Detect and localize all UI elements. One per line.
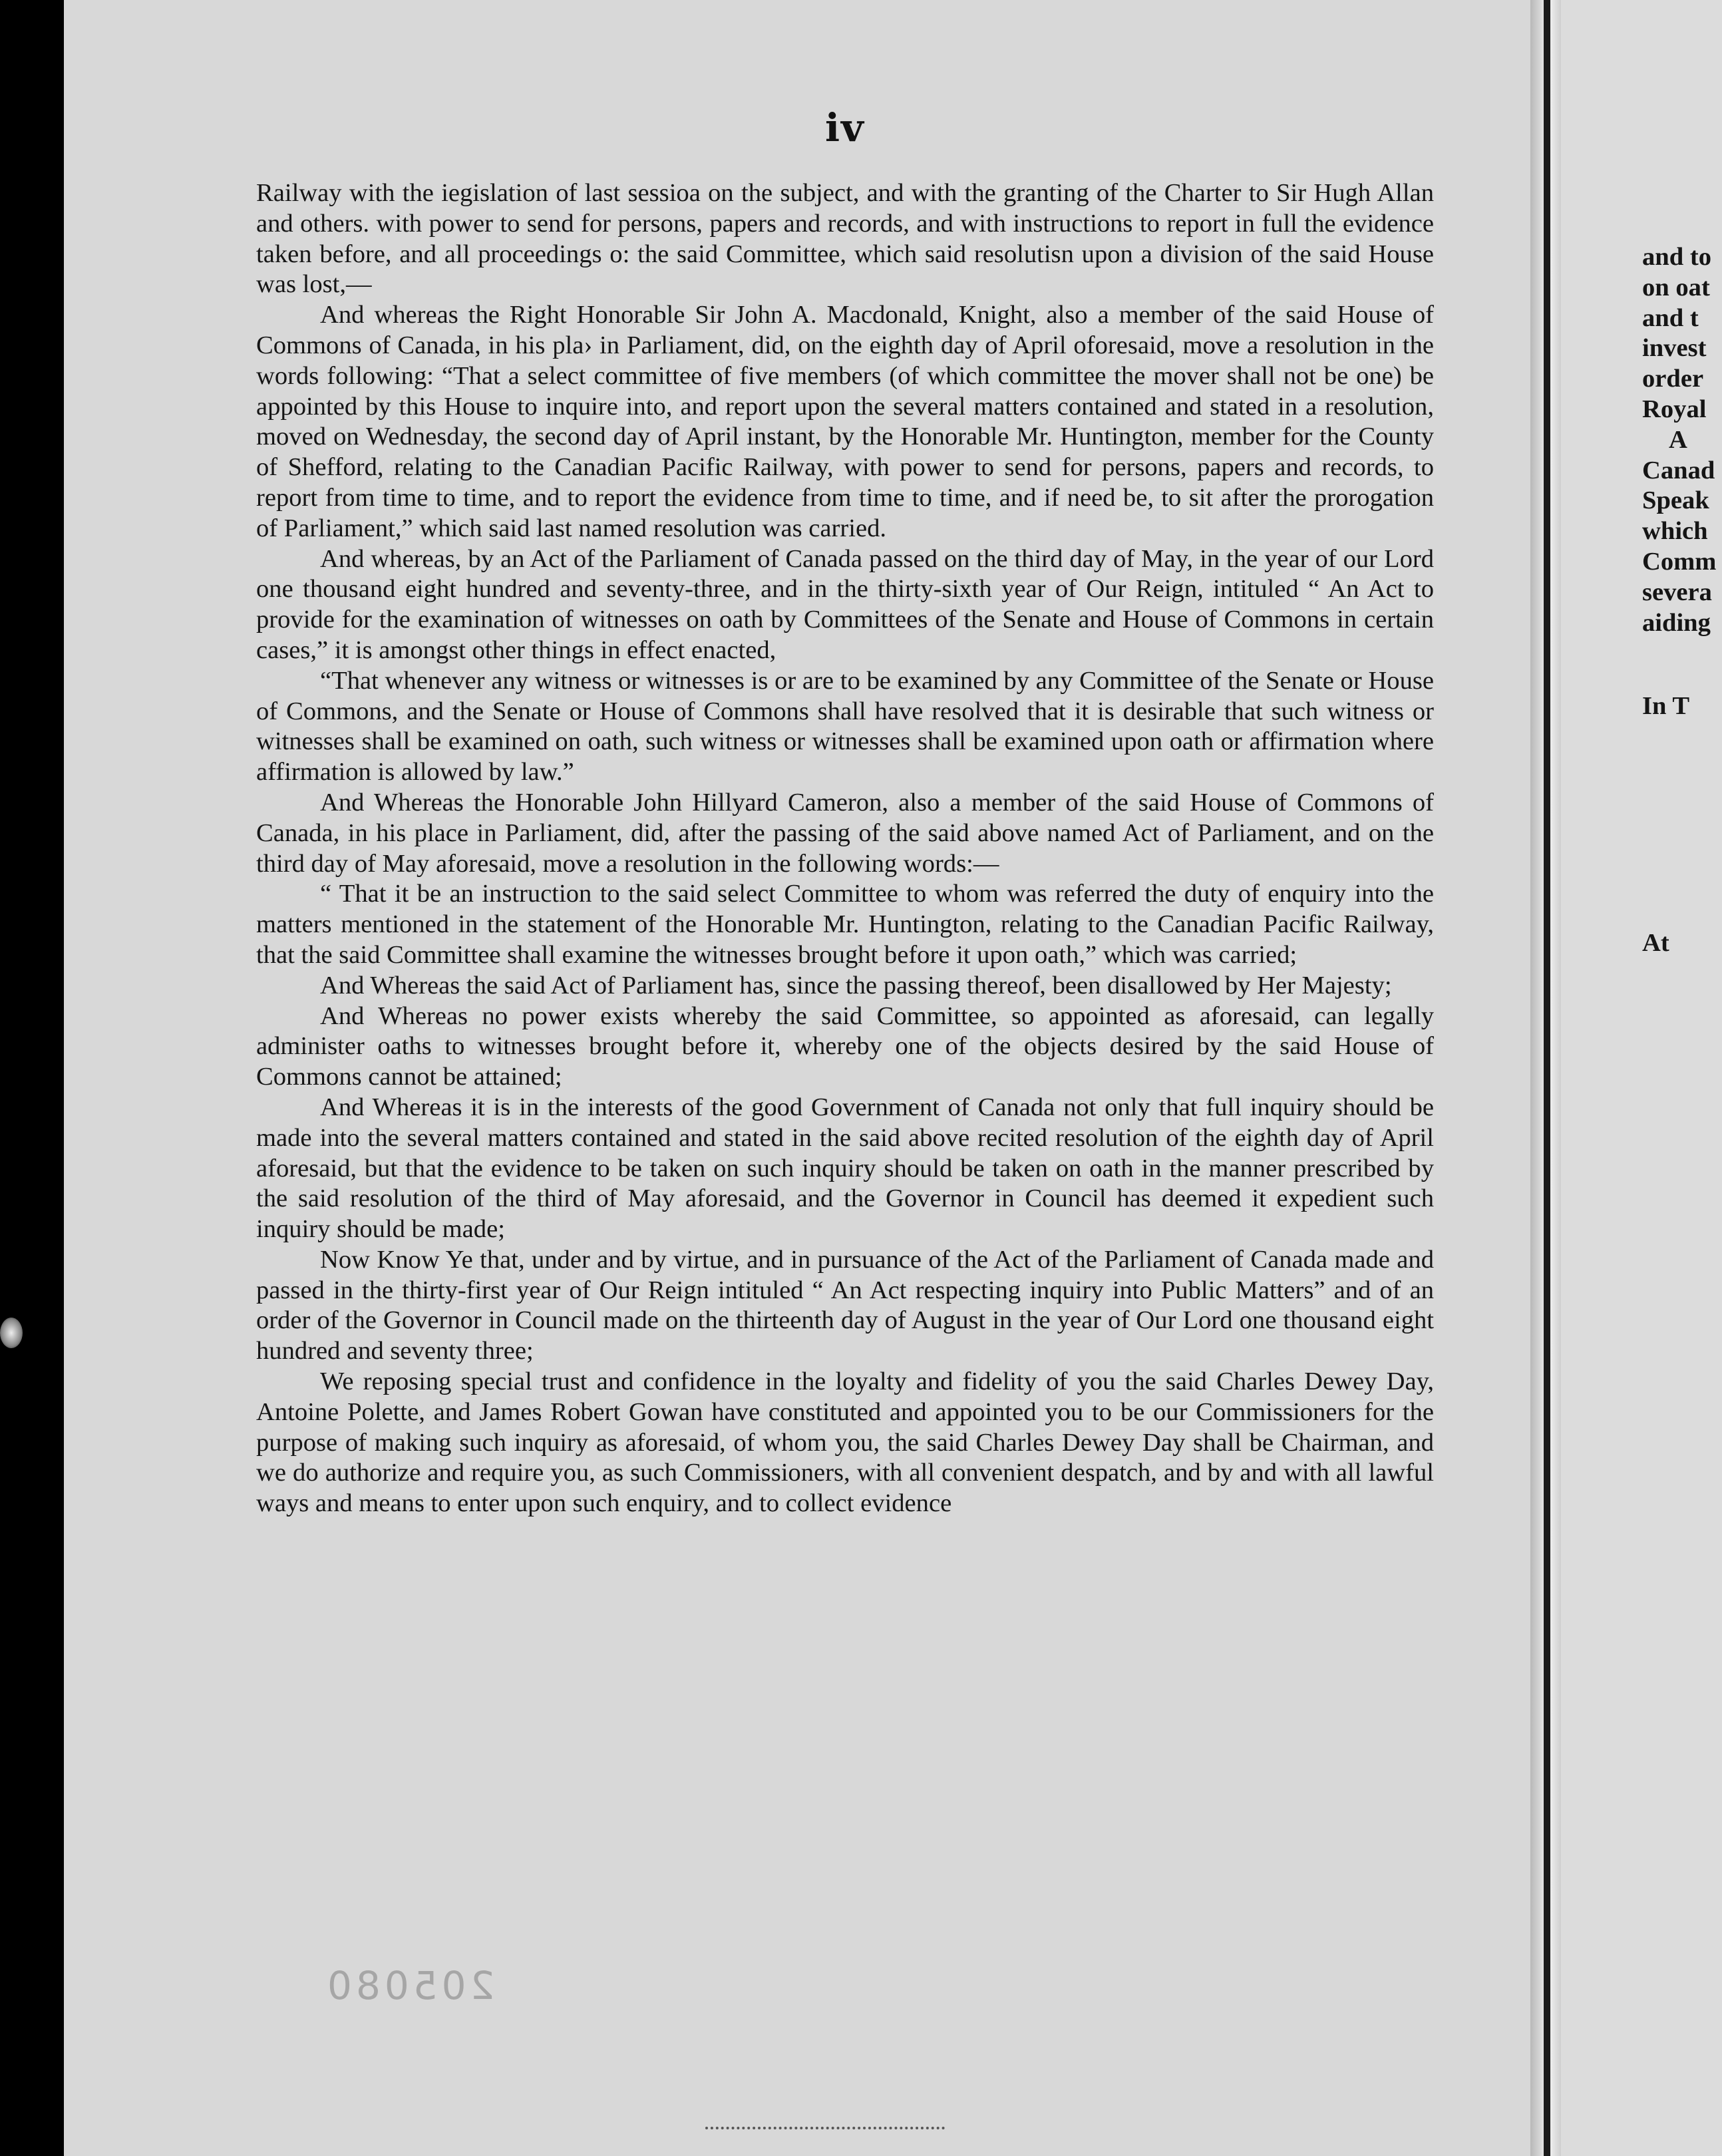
right-line: At	[1642, 929, 1669, 958]
right-line: and to	[1642, 243, 1711, 271]
right-line: Royal	[1642, 395, 1707, 423]
right-page-text	[1642, 242, 1722, 959]
right-line: Speak	[1642, 486, 1709, 515]
paragraph-7: And Whereas the said Act of Parliament has, since the passing thereof, been disallowed by Her Majesty;	[320, 971, 1392, 999]
paragraph-5: And Whereas the Honorable John Hillyard Cameron, also a member of the said House of Commons of Canada, in his place in Parliament, did, after the passing of the said above named Act of Parliament, and on the third day of May aforesaid, move a resolution in the following words:—	[256, 788, 1434, 878]
right-line: A	[1669, 425, 1687, 454]
paragraph-11: We reposing special trust and confidence in the loyalty and fidelity of you the said Charles Dewey Day, Antoine Polette, and James Robert Gowan have constituted and appointed you to be our Commissioners for the purpose of making such inquiry as aforesaid, of whom you, the said Charles Dewey Day shall be Chairman, and we do authorize and require you, as such Commissioners, with all convenient despatch, and by and with all lawful ways and means to enter upon such enquiry, and to collect evidence	[256, 1367, 1434, 1518]
right-line: and t	[1642, 303, 1699, 332]
bottom-mark	[705, 2127, 945, 2136]
paragraph-10: Now Know Ye that, under and by virtue, and in pursuance of the Act of the Parliament of Canada made and passed in the thirty-first year of Our Reign intituled “ An Act respecting inquiry into Public Matters” and of an order of the Governor in Council made on the thirteenth day of August in the year of Our Lord one thousand eight hundred and seventy three;	[256, 1245, 1434, 1365]
paragraph-8: And Whereas no power exists whereby the said Committee, so appointed as aforesaid, can legally administer oaths to witnesses brought before it, whereby one of the objects desired by the said House of Commons cannot be attained;	[256, 1001, 1434, 1091]
right-line: Canad	[1642, 456, 1715, 484]
edge-smudge	[0, 1318, 23, 1348]
right-line: on oat	[1642, 273, 1710, 301]
paragraph-1: Railway with the iegislation of last sessioa on the subject, and with the granting of the Charter to Sir Hugh Allan and others. with power to send for persons, papers and records, and with instructions to report in full the evidence taken before, and all proceedings o: the said Committee, which said resolutisn upon a division of the said House was lost,—	[256, 179, 1434, 299]
paragraph-6: “ That it be an instruction to the said select Committee to whom was referred the duty of enquiry into the matters mentioned in the statement of the Honorable Mr. Huntington, relating to the Canadian Pacific Railway, that the said Committee shall examine the witnesses brought before it upon oath,” which was carried;	[256, 880, 1434, 969]
right-spacer	[1642, 722, 1722, 928]
right-spacer	[1642, 638, 1722, 691]
right-line: aiding	[1642, 608, 1711, 637]
right-line: In T	[1642, 692, 1690, 721]
right-line: Comm	[1642, 547, 1717, 576]
paragraph-2: And whereas the Right Honorable Sir John A. Macdonald, Knight, also a member of the said House of Commons of Canada, in his pla› in Parliament, did, on the eighth day of April oforesaid, move a resolution in the words following: “That a select committee of five members (of which committee the mover shall not be one) be appointed by this House to inquire into, and report upon the several matters contained and stated in a resolution, moved on Wednesday, the second day of April instant, by the Honorable Mr. Huntington, member for the County of Shefford, relating to the Canadian Pacific Railway, with power to send for persons, papers and records, to report from time to time, and to report the evidence from time to time, and if need be, to sit after the prorogation of Parliament,” which said last named resolution was carried.	[256, 301, 1434, 542]
right-line: severa	[1642, 578, 1712, 606]
page-number: iv	[825, 105, 865, 150]
right-line: which	[1642, 517, 1708, 546]
main-text	[256, 178, 1434, 1519]
library-stamp: 205080	[323, 1963, 495, 2008]
binding-shadow	[1544, 0, 1550, 2156]
right-line: invest	[1642, 334, 1707, 363]
paragraph-3: And whereas, by an Act of the Parliament of Canada passed on the third day of May, in the year of our Lord one thousand eight hundred and seventy-three, and in the thirty-sixth year of Our Reign, intituled “ An Act to provide for the examination of witnesses on oath by Committees of the Senate and House of Commons in certain cases,” it is amongst other things in effect enacted,	[256, 544, 1434, 664]
paragraph-4: “That whenever any witness or witnesses is or are to be examined by any Committee of the Senate or House of Commons, and the Senate or House of Commons shall have resolved that it is desirable that such witness or witnesses shall be examined on oath, such witness or witnesses shall be examined upon oath or affirmation where affirmation is allowed by law.”	[256, 666, 1434, 787]
paragraph-9: And Whereas it is in the interests of the good Government of Canada not only that full inquiry should be made into the several matters contained and stated in the said above recited resolution of the eighth day of April aforesaid, but that the evidence to be taken on such inquiry should be taken on oath in the manner prescribed by the said resolution of the third of May aforesaid, and the Governor in Council has deemed it expedient such inquiry should be made;	[256, 1093, 1434, 1244]
right-line: order	[1642, 365, 1704, 393]
